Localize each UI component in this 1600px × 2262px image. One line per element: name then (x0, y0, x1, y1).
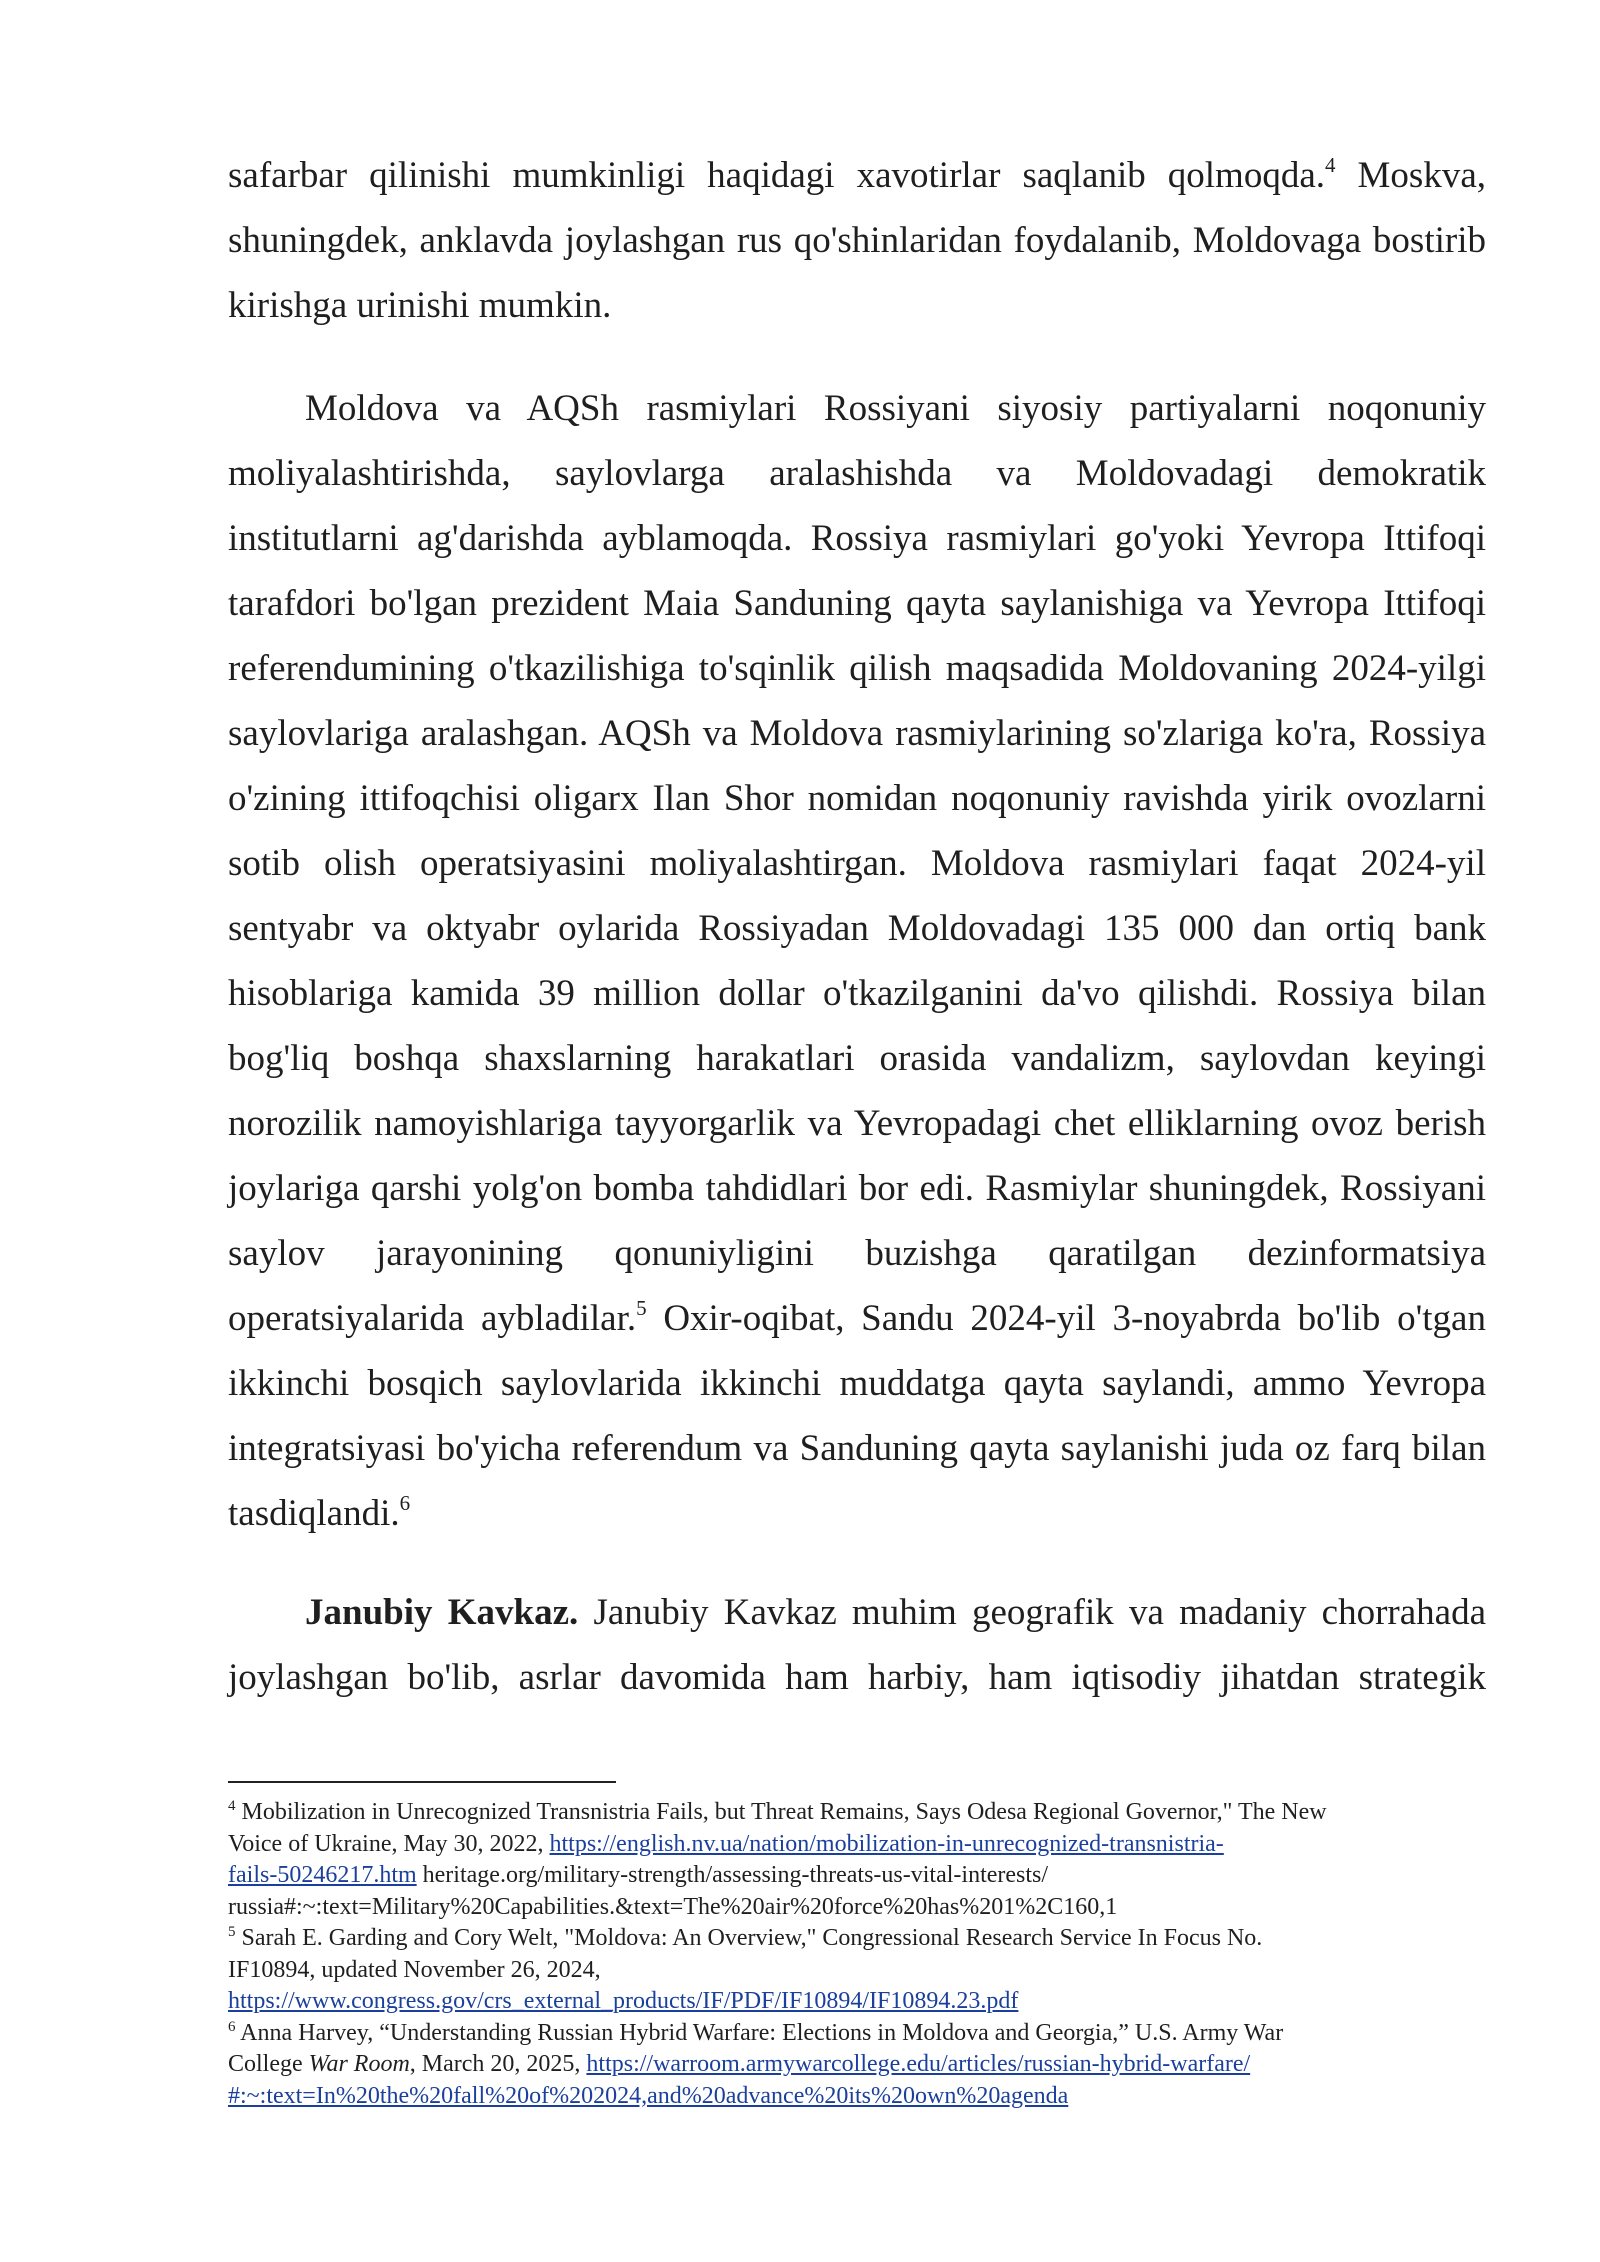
text-line: hisoblariga kamida 39 million dollar o'tkazilganini da'vo qilishdi. Rossiya bilan (228, 973, 1486, 1014)
text-line: institutlarni ag'darishda ayblamoqda. Rossiya rasmiylari go'yoki Yevropa Ittifoqi (228, 518, 1486, 559)
footnote-6-link[interactable]: https://warroom.armywarcollege.edu/articles/russian-hybrid-warfare/ (586, 2051, 1251, 2077)
footnote-4-link[interactable]: https://english.nv.ua/nation/mobilization-in-unrecognized-transnistria- (549, 1830, 1224, 1857)
text-line: saylov jarayonining qonuniyligini buzishga qaratilgan dezinformatsiya (228, 1233, 1486, 1274)
footnote-text: , March 20, 2025, (409, 2051, 587, 2077)
paragraph-moldova (228, 376, 1486, 1546)
line-text: operatsiyalarida aybladilar. (228, 1298, 637, 1339)
footnote-number: 5 (228, 1924, 236, 1940)
text-line: joylariga qarshi yolg'on bomba tahdidlari bor edi. Rasmiylar shuningdek, Rossiyani (228, 1168, 1486, 1209)
footnote-4-link[interactable]: fails-50246217.htm (228, 1862, 417, 1888)
text-line: ikkinchi bosqich saylovlarida ikkinchi muddatga qayta saylandi, ammo Yevropa (228, 1363, 1486, 1404)
line-text: Oxir-oqibat, Sandu 2024-yil 3-noyabrda bo'lib o'tgan (646, 1298, 1486, 1339)
text-line: referendumining o'tkazilishiga to'sqinlik qilish maqsadida Moldovaning 2024-yilgi (228, 648, 1486, 689)
footnote-6-line (228, 2018, 1490, 2050)
footnote-ref-4[interactable]: 4 (1325, 152, 1336, 177)
footnote-text: Anna Harvey, “Understanding Russian Hybrid Warfare: Elections in Moldova and Georgia,” U.S. Army War (235, 2019, 1284, 2046)
footnote-separator (228, 1781, 616, 1783)
text-line (228, 143, 1486, 208)
footnote-text: College (228, 2051, 309, 2077)
line-text: Moskva, (1335, 155, 1486, 196)
line-text: safarbar qilinishi mumkinligi haqidagi xavotirlar saqlanib qolmoqda. (228, 155, 1325, 196)
footnote-4-line: russia#:~:text=Military%20Capabilities.&text=The%20air%20force%20has%201%2C160,1 (228, 1893, 1118, 1920)
footnote-text: Mobilization in Unrecognized Transnistria Fails, but Threat Remains, Says Odesa Regional Governor," The New (235, 1799, 1327, 1825)
footnote-number: 4 (228, 1798, 236, 1814)
footnote-5-line (228, 1986, 1490, 2018)
text-line (228, 1481, 1486, 1546)
text-line (228, 1286, 1486, 1351)
footnote-ref-6[interactable]: 6 (399, 1490, 411, 1515)
footnote-4-line (228, 1797, 1490, 1829)
footnote-text: Voice of Ukraine, May 30, 2022, (228, 1830, 550, 1857)
footnote-5-line: IF10894, updated November 26, 2024, (228, 1956, 601, 1983)
footnote-text: heritage.org/military-strength/assessing-threats-us-vital-interests/ (416, 1862, 1049, 1888)
footnote-5-link[interactable]: https://www.congress.gov/crs_external_products/IF/PDF/IF10894/IF10894.23.pdf (228, 1988, 1019, 2014)
line-text: tasdiqlandi. (228, 1493, 400, 1534)
publication-title: War Room (308, 2051, 410, 2077)
text-line (228, 1580, 1486, 1645)
text-line: Moldova va AQSh rasmiylari Rossiyani siyosiy partiyalarni noqonuniy (305, 388, 1486, 429)
footnote-ref-5[interactable]: 5 (636, 1295, 647, 1320)
text-line: shuningdek, anklavda joylashgan rus qo'shinlaridan foydalanib, Moldovaga bostirib (228, 220, 1486, 261)
paragraph-continuation (228, 143, 1486, 338)
footnote-text: Sarah E. Garding and Cory Welt, "Moldova: An Overview," Congressional Research Service In Focus No. (235, 1925, 1263, 1951)
text-line: bog'liq boshqa shaxslarning harakatlari orasida vandalizm, saylovdan keyingi (228, 1038, 1486, 1079)
text-line: sentyabr va oktyabr oylarida Rossiyadan Moldovadagi 135 000 dan ortiq bank (228, 908, 1486, 949)
text-line: o'zining ittifoqchisi oligarx Ilan Shor nomidan noqonuniy ravishda yirik ovozlarni (228, 778, 1486, 819)
footnote-6-line (228, 2049, 1490, 2081)
text-line: tarafdori bo'lgan prezident Maia Sanduning qayta saylanishiga va Yevropa Ittifoqi (228, 583, 1486, 624)
footnote-6-link[interactable]: #:~:text=In%20the%20fall%20of%202024,and%20advance%20its%20own%20agenda (228, 2082, 1069, 2109)
section-lead-heading: Janubiy Kavkaz. (305, 1592, 579, 1633)
footnote-4-line (228, 1860, 1490, 1892)
footnote-4-line (228, 1829, 1490, 1861)
line-text: Janubiy Kavkaz muhim geografik va madaniy chorrahada (578, 1592, 1486, 1633)
text-line: saylovlariga aralashgan. AQSh va Moldova rasmiylarining so'zlariga ko'ra, Rossiya (228, 713, 1486, 754)
paragraph-south-caucasus (228, 1580, 1486, 1710)
text-line: moliyalashtirishda, saylovlarga aralashishda va Moldovadagi demokratik (228, 453, 1486, 494)
text-line: norozilik namoyishlariga tayyorgarlik va Yevropadagi chet elliklarning ovoz berish (228, 1103, 1486, 1144)
footnote-number: 6 (228, 2018, 236, 2035)
text-line: joylashgan bo'lib, asrlar davomida ham harbiy, ham iqtisodiy jihatdan strategik (228, 1657, 1486, 1698)
footnotes (228, 1797, 1490, 2112)
text-line: sotib olish operatsiyasini moliyalashtirgan. Moldova rasmiylari faqat 2024-yil (228, 843, 1486, 884)
footnote-6-line (228, 2081, 1490, 2113)
text-line: integratsiyasi bo'yicha referendum va Sanduning qayta saylanishi juda oz farq bilan (228, 1428, 1486, 1469)
text-line: kirishga urinishi mumkin. (228, 285, 612, 326)
footnote-5-line (228, 1923, 1490, 1955)
